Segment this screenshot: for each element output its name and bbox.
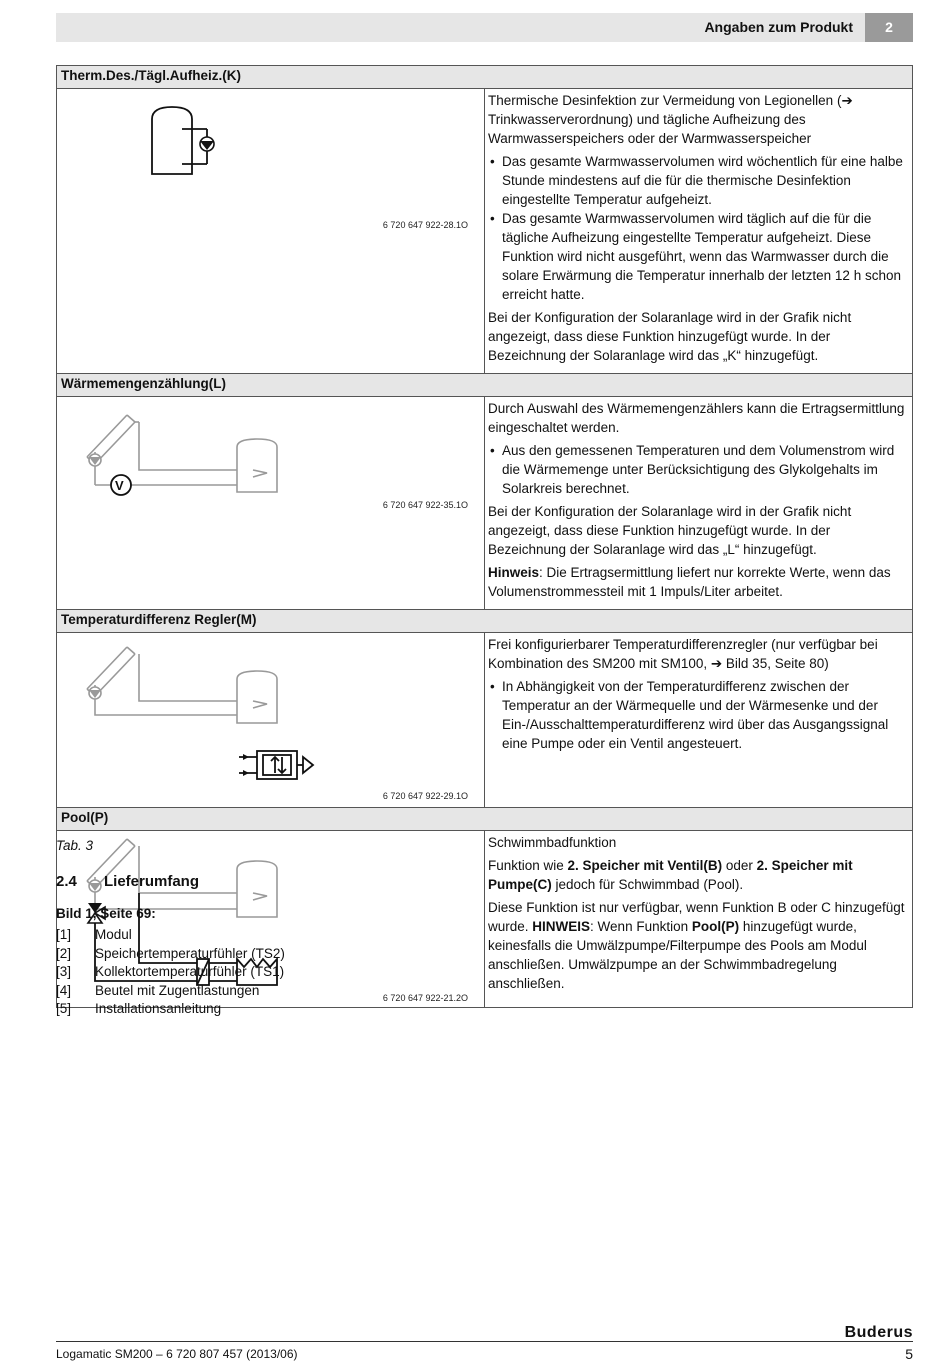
section-heading — [56, 873, 199, 890]
bold-run: 2. Speicher mit Pumpe(C) — [488, 858, 853, 892]
table-caption: Tab. 3 — [56, 838, 94, 853]
footer-document-id: Logamatic SM200 – 6 720 807 457 (2013/06) — [56, 1347, 298, 1361]
section-note: Bei der Konfiguration der Solaranlage wird in der Grafik nicht angezeigt, dass diese Funktion hinzugefügt wurde. In der Bezeichnung der Solaranlage wird das „L“ hinzugefügt. — [488, 504, 852, 557]
description-cell — [485, 89, 913, 374]
list-item — [56, 926, 285, 945]
section-header-k — [57, 66, 913, 89]
hint-label: Hinweis — [488, 565, 540, 580]
brand-logo: Buderus — [844, 1324, 913, 1341]
footer-divider — [56, 1341, 913, 1342]
description-cell — [485, 633, 913, 808]
figure-code: 6 720 647 922-35.1O — [382, 500, 468, 510]
list-item — [56, 982, 285, 1001]
figure-code: 6 720 647 922-28.1O — [382, 220, 468, 230]
item-text: Beutel mit Zugentlastungen — [95, 982, 260, 998]
bullet-list — [488, 441, 908, 498]
section-intro: Frei konfigurierbarer Temperaturdifferenzregler (nur verfügbar bei Kombination des SM200 mit SM100, ➔ Bild 35, Seite 80) — [488, 637, 878, 671]
list-item — [56, 945, 285, 964]
section-number: 2.4 — [56, 873, 77, 890]
section-row-k — [57, 89, 913, 374]
item-text: Modul — [95, 927, 132, 942]
functions-table — [56, 65, 913, 1008]
text-run: Funktion wie — [488, 858, 568, 873]
header-title: Angaben zum Produkt — [704, 19, 853, 35]
section-row-m — [57, 633, 913, 808]
list-item — [56, 963, 285, 982]
page-number: 5 — [905, 1346, 913, 1362]
item-index: [4] — [56, 982, 72, 998]
section-title: Temperaturdifferenz Regler(M) — [57, 610, 913, 633]
section-line-3 — [488, 898, 908, 993]
hint-text: : Die Ertragsermittlung liefert nur korrekte Werte, wenn das Volumenstrommessteil mit 1 Impuls/Liter arbeitet. — [488, 565, 891, 599]
solar-heat-meter-diagram — [57, 397, 333, 541]
item-index: [5] — [56, 1001, 72, 1016]
bullet-item: • In Abhängigkeit von der Temperaturdifferenz zwischen der Temperatur an der Wärmequelle und der Wärmesenke und der Ein-/Ausschalttemperaturdifferenz wird über das Ausgangssignal eine Pumpe oder ein Ventil angesteuert. — [488, 677, 908, 753]
text-run: : Wenn Funktion — [590, 919, 692, 934]
figure-cell — [57, 633, 485, 808]
item-text: Kollektortemperaturfühler (TS1) — [95, 964, 285, 979]
svg-text:V: V — [115, 478, 124, 493]
section-line-1: Schwimmbadfunktion — [488, 835, 617, 850]
description-cell — [485, 397, 913, 610]
section-header-p — [57, 808, 913, 831]
text-run: Diese Funktion ist nur verfügbar, wenn Funktion B oder C hinzugefügt wurde. — [488, 900, 905, 934]
storage-tank-diagram — [57, 89, 333, 267]
bullet-list — [488, 677, 908, 753]
section-note: Bei der Konfiguration der Solaranlage wird in der Grafik nicht angezeigt, dass diese Funktion hinzugefügt wurde. In der Bezeichnung der Solaranlage wird das „K“ hinzugefügt. — [488, 310, 852, 363]
text-run: oder — [722, 858, 757, 873]
scope-title: Bild 1, Seite 69: — [56, 906, 156, 921]
section-hint — [488, 563, 908, 601]
bullet-item: • Das gesamte Warmwasservolumen wird wöchentlich für eine halbe Stunde mindestens auf die für die thermische Desinfektion eingestellte Temperatur aufgeheizt. — [488, 152, 908, 209]
section-header-m — [57, 610, 913, 633]
bold-run: 2. Speicher mit Ventil(B) — [567, 858, 723, 873]
section-title: Therm.Des./Tägl.Aufheiz.(K) — [57, 66, 913, 89]
item-text: Speichertemperaturfühler (TS2) — [95, 945, 285, 961]
text-run: hinzugefügt wurde, keinesfalls die Umwälzpumpe/Filterpumpe des Pools am Modul anschließen. Umwälzpumpe an der Schwimmbadregelung anschließen. — [488, 919, 867, 991]
section-intro: Thermische Desinfektion zur Vermeidung von Legionellen (➔ Trinkwasserverordnung) und tägliche Aufheizung des Warmwasserspeichers oder der Warmwasserspeicher — [488, 93, 853, 146]
item-index: [2] — [56, 945, 72, 961]
bullet-item: • Aus den gemessenen Temperaturen und dem Volumenstrom wird die Wärmemenge unter Berücksichtigung des Glykolgehalts im Solarkreis berechnet. — [488, 441, 908, 498]
temperature-differential-diagram — [57, 633, 333, 807]
section-title: Wärmemengenzählung(L) — [57, 374, 913, 397]
section-row-l — [57, 397, 913, 610]
figure-code: 6 720 647 922-21.2O — [382, 993, 468, 1003]
controller-icon — [239, 751, 313, 779]
section-line-2 — [488, 856, 908, 894]
description-cell — [485, 831, 913, 1008]
item-index: [3] — [56, 964, 72, 979]
bullet-item: • Das gesamte Warmwasservolumen wird täglich auf die für die tägliche Aufheizung eingestellte Temperatur aufgeheizt. Diese Funktion wird nicht ausgeführt, wenn das Warmwasser durch die solare Erwärmung die Temperatur innerhalb der letzten 12 h schon erreicht hatte. — [488, 209, 908, 304]
chapter-number: 2 — [865, 13, 913, 42]
bullet-list — [488, 152, 908, 304]
figure-code: 6 720 647 922-29.1O — [382, 791, 468, 801]
list-item — [56, 1000, 285, 1019]
scope-list — [56, 926, 285, 1019]
figure-cell — [57, 89, 485, 374]
section-header-l — [57, 374, 913, 397]
section-title: Pool(P) — [57, 808, 913, 831]
figure-cell — [57, 397, 485, 610]
text-run: jedoch für Schwimmbad (Pool). — [551, 877, 744, 892]
item-index: [1] — [56, 927, 72, 942]
section-intro: Durch Auswahl des Wärmemengenzählers kann die Ertragsermittlung eingeschaltet werden. — [488, 401, 905, 435]
bold-run: Pool(P) — [691, 919, 740, 934]
section-title: Lieferumfang — [104, 873, 200, 890]
page-header — [56, 13, 913, 42]
item-text: Installationsanleitung — [95, 1001, 222, 1016]
bold-run: HINWEIS — [532, 919, 591, 934]
